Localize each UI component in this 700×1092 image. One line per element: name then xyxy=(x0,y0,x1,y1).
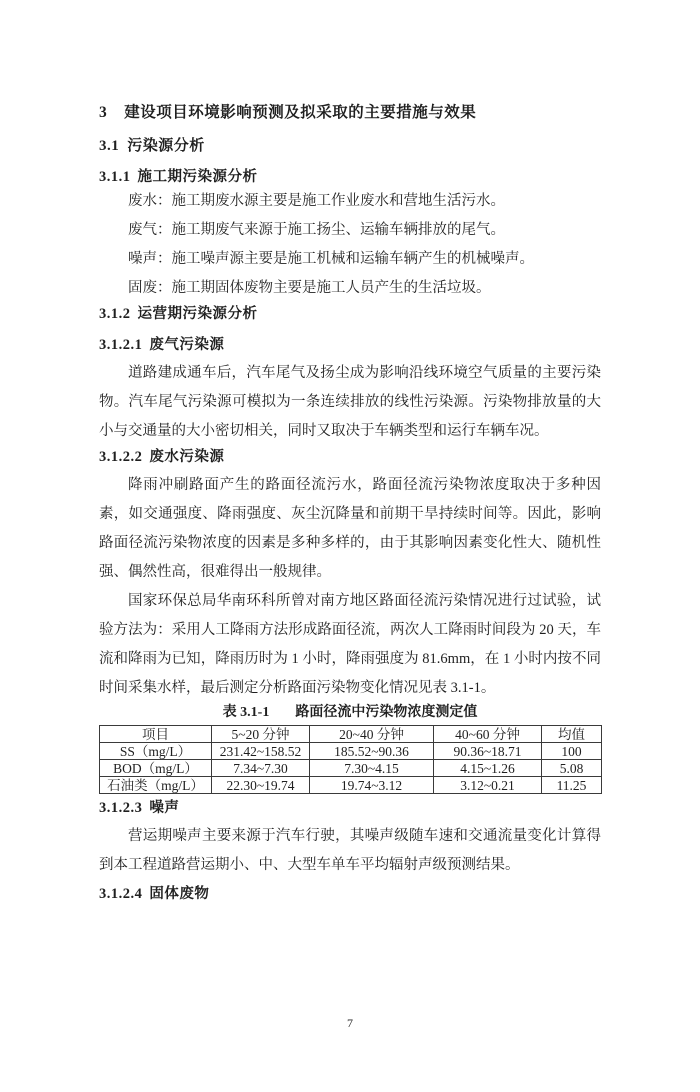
paragraph-runoff-factors: 降雨冲刷路面产生的路面径流污水，路面径流污染物浓度取决于多种因素，如交通强度、降雨强度、灰尘沉降量和前期干旱持续时间等。因此，影响路面径流污染物浓度的因素是多种多样的，由于其影响因素变化性大、随机性强、偶然性高，很难得出一般规律。 xyxy=(99,477,601,580)
table-cell: BOD（mg/L） xyxy=(100,760,212,777)
heading-text: 噪声 xyxy=(149,800,180,816)
paragraph-solid-waste: 固废：施工期固体废物主要是施工人员产生的生活垃圾。 xyxy=(128,280,491,296)
table-cell: 7.30~4.15 xyxy=(310,760,434,777)
table-cell: 7.34~7.30 xyxy=(212,760,310,777)
section-heading-3-1-2-1 xyxy=(99,336,601,355)
section-heading-3-1 xyxy=(99,137,601,156)
table-cell: 11.25 xyxy=(542,777,602,794)
paragraph-operation-noise: 营运期噪声主要来源于汽车行驶，其噪声级随车速和交通流量变化计算得到本工程道路营运期小、中、大型车单车平均辐射声级预测结果。 xyxy=(99,828,601,873)
construction-pollution-list xyxy=(99,187,601,303)
table-cell: 石油类（mg/L） xyxy=(100,777,212,794)
table-header-row xyxy=(100,726,602,743)
table-row xyxy=(100,760,602,777)
table-cell: 231.42~158.52 xyxy=(212,743,310,760)
table-caption xyxy=(99,704,601,721)
table-cell: 22.30~19.74 xyxy=(212,777,310,794)
table-cell: SS（mg/L） xyxy=(100,743,212,760)
heading-number: 3.1.2 xyxy=(99,306,131,322)
section-heading-3-1-2 xyxy=(99,305,601,324)
table-cell: 5.08 xyxy=(542,760,602,777)
table-cell: 100 xyxy=(542,743,602,760)
table-row xyxy=(100,777,602,794)
section-heading-3 xyxy=(99,103,601,123)
page-number: 7 xyxy=(347,1016,353,1030)
section-heading-3-1-2-3 xyxy=(99,799,601,818)
paragraph-wastewater: 废水：施工期废水源主要是施工作业废水和营地生活污水。 xyxy=(128,193,505,209)
table-header-cell: 均值 xyxy=(542,726,602,743)
table-cell: 4.15~1.26 xyxy=(434,760,542,777)
heading-text: 污染源分析 xyxy=(127,138,205,154)
paragraph-runoff-experiment: 国家环保总局华南环科所曾对南方地区路面径流污染情况进行过试验，试验方法为：采用人工降雨方法形成路面径流，两次人工降雨时间段为 20 天，车流和降雨为已知，降雨历时为 1 小时，降雨强度为 81.6mm，在 1 小时内按不同时间采集水样，最后测定分析路面污染物变化情况见表 3.1-1。 xyxy=(99,593,601,696)
section-heading-3-1-1 xyxy=(99,168,601,187)
heading-number: 3.1.2.2 xyxy=(99,449,143,465)
section-heading-3-1-2-2 xyxy=(99,448,601,467)
table-caption-label: 表 3.1-1 xyxy=(222,705,270,720)
table-cell: 3.12~0.21 xyxy=(434,777,542,794)
heading-number: 3.1.2.3 xyxy=(99,800,143,816)
document-page xyxy=(0,103,700,1092)
heading-text: 施工期污染源分析 xyxy=(137,169,258,185)
heading-number: 3.1 xyxy=(99,138,120,154)
table-header-cell: 项目 xyxy=(100,726,212,743)
heading-number: 3.1.1 xyxy=(99,169,131,185)
heading-number: 3 xyxy=(99,104,108,121)
table-cell: 19.74~3.12 xyxy=(310,777,434,794)
paragraph-noise: 噪声：施工噪声源主要是施工机械和运输车辆产生的机械噪声。 xyxy=(128,251,534,267)
table-header-cell: 40~60 分钟 xyxy=(434,726,542,743)
table-header-cell: 5~20 分钟 xyxy=(212,726,310,743)
section-heading-3-1-2-4 xyxy=(99,885,601,904)
table-header-cell: 20~40 分钟 xyxy=(310,726,434,743)
heading-text: 运营期污染源分析 xyxy=(137,306,258,322)
heading-text: 建设项目环境影响预测及拟采取的主要措施与效果 xyxy=(124,104,477,121)
table-caption-title: 路面径流中污染物浓度测定值 xyxy=(295,705,478,720)
heading-number: 3.1.2.1 xyxy=(99,337,143,353)
heading-number: 3.1.2.4 xyxy=(99,886,143,902)
table-cell: 90.36~18.71 xyxy=(434,743,542,760)
heading-text: 废气污染源 xyxy=(149,337,225,353)
heading-text: 固体废物 xyxy=(149,886,210,902)
heading-text: 废水污染源 xyxy=(149,449,225,465)
table-row xyxy=(100,743,602,760)
paragraph-waste-gas: 废气：施工期废气来源于施工扬尘、运输车辆排放的尾气。 xyxy=(128,222,505,238)
pollutant-concentration-table xyxy=(99,725,602,794)
table-cell: 185.52~90.36 xyxy=(310,743,434,760)
paragraph-exhaust-source: 道路建成通车后，汽车尾气及扬尘成为影响沿线环境空气质量的主要污染物。汽车尾气污染源可模拟为一条连续排放的线性污染源。污染物排放量的大小与交通量的大小密切相关，同时又取决于车辆类型和运行车辆车况。 xyxy=(99,365,601,439)
